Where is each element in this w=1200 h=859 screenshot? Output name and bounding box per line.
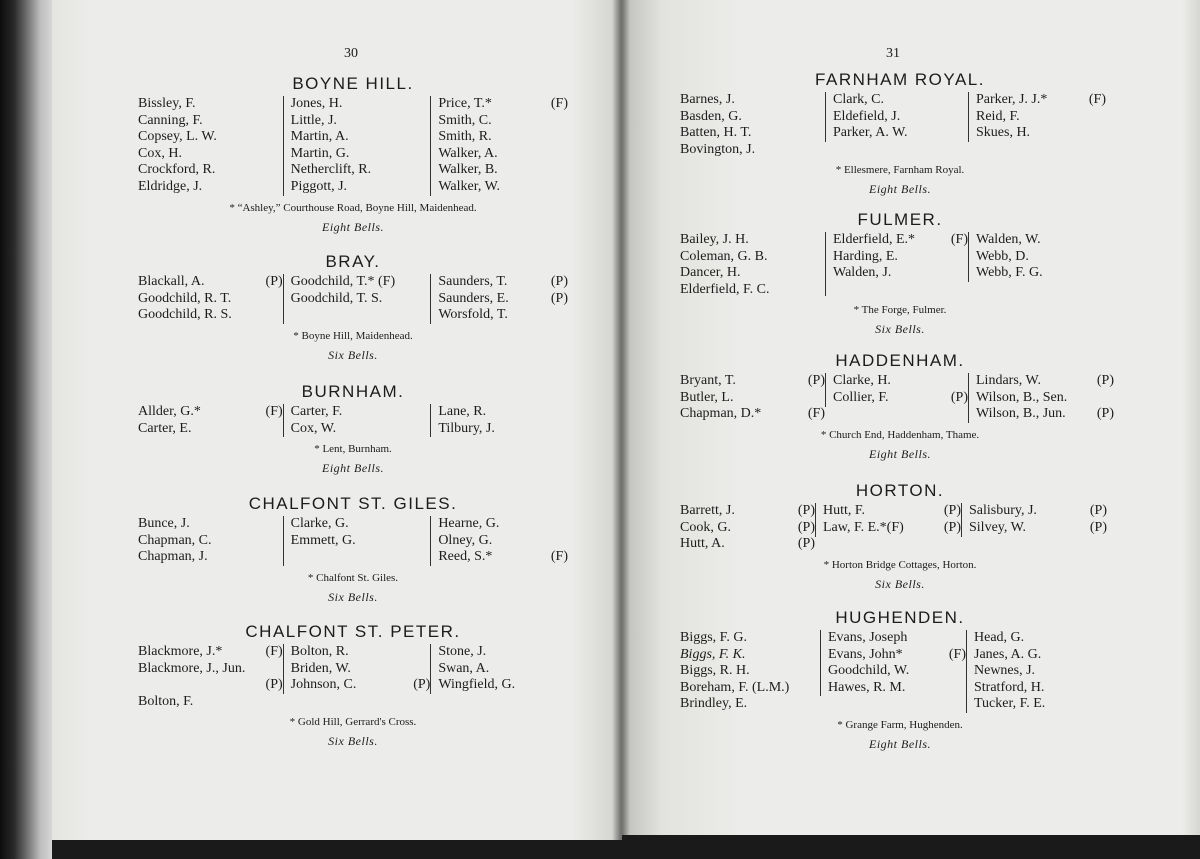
ringer-entry: Saunders, T. (P) bbox=[438, 274, 568, 289]
ringer-column bbox=[138, 96, 283, 196]
page-number: 31 bbox=[886, 46, 900, 61]
ringer-entry: Goodchild, R. T. bbox=[138, 290, 232, 306]
ringer-entry: Biggs, F. K. bbox=[680, 646, 746, 662]
ringer-column bbox=[283, 644, 431, 694]
section-fulmer bbox=[680, 210, 1120, 337]
section-chalfont-st-giles bbox=[138, 494, 568, 605]
ringer-column bbox=[680, 373, 825, 423]
ringer-entry: Stone, J. bbox=[438, 644, 487, 659]
tower-note: * The Forge, Fulmer. bbox=[853, 304, 947, 317]
ringer-entry: Clark, C. bbox=[833, 92, 884, 107]
ringer-entry: (P) bbox=[265, 677, 283, 693]
ringer-entry: Walden, J. bbox=[833, 265, 892, 281]
ringer-entry: Biggs, R. H. bbox=[680, 663, 750, 679]
ringer-entry: Piggott, J. bbox=[290, 178, 348, 194]
ringer-entry: Emmett, G. bbox=[290, 532, 356, 548]
section-farnham-royal bbox=[680, 70, 1120, 197]
ringer-entry: Swan, A. bbox=[438, 660, 490, 676]
ringer-column bbox=[825, 232, 968, 296]
section-burnham bbox=[138, 382, 568, 476]
ringer-entry: Crockford, R. bbox=[138, 162, 216, 178]
ringer-entry: Cox, H. bbox=[138, 145, 182, 161]
ringer-entry: Evans, John* (F) bbox=[828, 646, 966, 662]
tower-note: * Ellesmere, Farnham Royal. bbox=[835, 164, 965, 177]
bells-count: Six Bells. bbox=[875, 322, 925, 337]
ringer-column bbox=[283, 96, 431, 196]
ringer-entry: Cox, W. bbox=[290, 420, 337, 436]
ringer-entry: Head, G. bbox=[974, 630, 1025, 645]
bells-count: Six Bells. bbox=[328, 734, 378, 749]
ringer-column bbox=[138, 644, 283, 710]
section-title: BOYNE HILL. bbox=[292, 74, 414, 93]
ringer-column bbox=[430, 274, 568, 324]
ringer-entry: Bissley, F. bbox=[138, 96, 196, 111]
section-bray bbox=[138, 252, 568, 363]
ringer-entry: Lane, R. bbox=[438, 404, 487, 419]
section-title: CHALFONT ST. PETER. bbox=[245, 622, 461, 641]
ringer-entry: Chapman, C. bbox=[138, 532, 212, 548]
ringer-column bbox=[815, 503, 961, 537]
ringer-entry: Elderfield, E.* (F) bbox=[833, 232, 968, 247]
ringer-entry: Basden, G. bbox=[680, 108, 742, 124]
section-title: CHALFONT ST. GILES. bbox=[248, 494, 458, 513]
ringer-entry: Walker, A. bbox=[438, 145, 498, 161]
page-right bbox=[622, 0, 1200, 835]
ringer-entry: Worsfold, T. bbox=[438, 307, 508, 323]
ringer-entry: Lindars, W. (P) bbox=[976, 373, 1114, 388]
ringer-entry: Reid, F. bbox=[976, 108, 1020, 124]
section-title: HADDENHAM. bbox=[835, 351, 965, 370]
ringer-entry: Coleman, G. B. bbox=[680, 248, 768, 264]
ringer-entry: Hutt, F. (P) bbox=[823, 503, 961, 518]
ringer-entry: Janes, A. G. bbox=[974, 646, 1042, 662]
ringer-entry: Harding, E. bbox=[833, 248, 898, 264]
section-title: HUGHENDEN. bbox=[835, 608, 965, 627]
section-title: HORTON. bbox=[855, 481, 945, 500]
ringer-entry: Stratford, H. bbox=[974, 679, 1045, 695]
tower-note: * Grange Farm, Hughenden. bbox=[837, 718, 963, 731]
section-haddenham bbox=[680, 351, 1120, 462]
ringer-entry: Blackall, A. (P) bbox=[138, 274, 283, 289]
ringer-column bbox=[680, 92, 825, 158]
ringer-entry: Copsey, L. W. bbox=[138, 129, 217, 145]
ringer-column bbox=[680, 503, 815, 553]
ringer-entry: Silvey, W. (P) bbox=[969, 519, 1107, 535]
ringer-column bbox=[825, 373, 968, 407]
ringer-entry: Collier, F. (P) bbox=[833, 389, 968, 405]
ringer-entry: Cook, G. (P) bbox=[680, 519, 815, 535]
ringer-entry: Olney, G. bbox=[438, 532, 493, 548]
ringer-column bbox=[283, 516, 431, 566]
tower-note: * Lent, Burnham. bbox=[314, 443, 392, 456]
ringer-column bbox=[680, 232, 825, 298]
ringer-column bbox=[820, 630, 966, 696]
tower-note: * Church End, Haddenham, Thame. bbox=[820, 428, 980, 441]
ringer-entry: Goodchild, W. bbox=[828, 663, 910, 679]
bells-count: Six Bells. bbox=[328, 589, 378, 604]
section-chalfont-st-peter bbox=[138, 622, 568, 749]
ringer-entry: Clarke, G. bbox=[290, 516, 349, 531]
ringer-entry: Eldefield, J. bbox=[833, 108, 901, 124]
ringer-column bbox=[966, 630, 1104, 713]
ringer-entry: Bolton, R. bbox=[290, 644, 349, 659]
ringer-entry: Parker, J. J.* (F) bbox=[976, 92, 1106, 107]
ringer-entry: Hawes, R. M. bbox=[828, 679, 906, 695]
ringer-entry: Chapman, J. bbox=[138, 549, 208, 565]
ringer-entry: Tucker, F. E. bbox=[974, 696, 1046, 712]
ringer-entry: Little, J. bbox=[290, 112, 337, 128]
tower-note: * “Ashley,” Courthouse Road, Boyne Hill, Maidenhead. bbox=[229, 201, 477, 214]
ringer-entry: Bailey, J. H. bbox=[680, 232, 749, 247]
ringer-entry: Bryant, T. (P) bbox=[680, 373, 825, 388]
section-boyne-hill bbox=[138, 74, 568, 235]
book-gutter bbox=[612, 0, 630, 840]
bells-count: Eight Bells. bbox=[869, 736, 931, 751]
ringer-entry: Wilson, B., Sen. bbox=[976, 389, 1068, 405]
ringer-entry: Goodchild, T.* (F) bbox=[290, 274, 396, 289]
ringer-entry: Salisbury, J. (P) bbox=[969, 503, 1107, 518]
ringer-entry: Blackmore, J., Jun. bbox=[138, 660, 246, 676]
book-edge bbox=[0, 0, 52, 859]
ringer-entry: Briden, W. bbox=[290, 660, 351, 676]
section-hughenden bbox=[680, 608, 1120, 752]
section-title: BURNHAM. bbox=[301, 382, 405, 401]
bells-count: Eight Bells. bbox=[322, 461, 384, 476]
page-number: 30 bbox=[344, 46, 358, 61]
ringer-entry bbox=[291, 549, 431, 566]
ringer-column bbox=[968, 92, 1106, 142]
section-horton bbox=[680, 481, 1120, 592]
ringer-entry: Price, T.* (F) bbox=[438, 96, 568, 111]
ringer-column bbox=[138, 516, 283, 566]
ringer-entry: Bunce, J. bbox=[138, 516, 190, 531]
ringer-entry: Walker, W. bbox=[438, 178, 500, 194]
ringer-entry: Law, F. E.*(F) (P) bbox=[823, 519, 961, 535]
ringer-entry: Hutt, A. (P) bbox=[680, 536, 815, 552]
ringer-entry: Saunders, E. (P) bbox=[438, 290, 568, 306]
bells-count: Eight Bells. bbox=[322, 219, 384, 234]
ringer-entry: Martin, A. bbox=[290, 129, 349, 145]
ringer-column bbox=[138, 404, 283, 437]
ringer-entry: Blackmore, J.* (F) bbox=[138, 644, 283, 659]
ringer-entry: Hearne, G. bbox=[438, 516, 500, 531]
ringer-column bbox=[283, 404, 431, 437]
ringer-column bbox=[430, 96, 568, 196]
ringer-column bbox=[430, 404, 568, 437]
ringer-entry: Elderfield, F. C. bbox=[680, 281, 770, 297]
section-title: FARNHAM ROYAL. bbox=[815, 70, 985, 89]
ringer-entry: Johnson, C. (P) bbox=[290, 677, 431, 693]
ringer-entry: Butler, L. bbox=[680, 389, 734, 405]
ringer-entry: Webb, F. G. bbox=[976, 265, 1043, 281]
ringer-column bbox=[680, 630, 820, 713]
ringer-entry: Eldridge, J. bbox=[138, 178, 203, 194]
ringer-column bbox=[968, 232, 1106, 282]
ringer-column bbox=[138, 274, 283, 324]
bells-count: Six Bells. bbox=[875, 576, 925, 591]
ringer-entry: Martin, G. bbox=[290, 145, 350, 161]
ringer-column bbox=[283, 274, 431, 324]
ringer-entry: Parker, A. W. bbox=[833, 125, 908, 141]
ringer-entry: Wilson, B., Jun. (P) bbox=[976, 406, 1114, 422]
bells-count: Eight Bells. bbox=[869, 446, 931, 461]
section-title: BRAY. bbox=[325, 252, 381, 271]
ringer-entry: Bolton, F. bbox=[138, 693, 194, 709]
ringer-entry: Skues, H. bbox=[976, 125, 1031, 141]
tower-note: * Gold Hill, Gerrard's Cross. bbox=[289, 716, 417, 729]
ringer-column bbox=[968, 373, 1114, 423]
tower-note: * Chalfont St. Giles. bbox=[307, 571, 399, 584]
ringer-entry: Clarke, H. bbox=[833, 373, 891, 388]
ringer-column bbox=[430, 516, 568, 566]
ringer-entry: Webb, D. bbox=[976, 248, 1029, 264]
ringer-entry: Chapman, D.* (F) bbox=[680, 406, 825, 422]
section-title: FULMER. bbox=[857, 210, 943, 229]
ringer-entry: Walker, B. bbox=[438, 162, 498, 178]
ringer-entry: Allder, G.* (F) bbox=[138, 404, 283, 419]
ringer-entry: Carter, F. bbox=[290, 404, 343, 419]
ringer-entry: Barrett, J. (P) bbox=[680, 503, 815, 518]
ringer-entry: Wingfield, G. bbox=[438, 677, 516, 693]
ringer-entry: Walden, W. bbox=[976, 232, 1041, 247]
ringer-column bbox=[961, 503, 1107, 537]
tower-note: * Horton Bridge Cottages, Horton. bbox=[823, 558, 977, 571]
bells-count: Six Bells. bbox=[328, 347, 378, 362]
ringer-entry: Tilbury, J. bbox=[438, 420, 495, 436]
ringer-entry: Netherclift, R. bbox=[290, 162, 372, 178]
ringer-entry: Carter, E. bbox=[138, 420, 192, 436]
page-left bbox=[52, 0, 622, 840]
ringer-entry: Boreham, F. (L.M.) bbox=[680, 679, 790, 695]
ringer-entry bbox=[291, 307, 431, 324]
ringer-entry: Canning, F. bbox=[138, 112, 203, 128]
ringer-entry: Barnes, J. bbox=[680, 92, 735, 107]
ringer-entry: Goodchild, T. S. bbox=[290, 290, 383, 306]
ringer-entry: Newnes, J. bbox=[974, 663, 1036, 679]
ringer-entry: Biggs, F. G. bbox=[680, 630, 747, 645]
ringer-entry: Dancer, H. bbox=[680, 265, 741, 281]
ringer-entry: Goodchild, R. S. bbox=[138, 307, 232, 323]
ringer-entry: Smith, R. bbox=[438, 129, 492, 145]
ringer-entry: Smith, C. bbox=[438, 112, 492, 128]
bells-count: Eight Bells. bbox=[869, 182, 931, 197]
ringer-column bbox=[430, 644, 568, 694]
ringer-entry: Jones, H. bbox=[290, 96, 343, 111]
ringer-entry: Evans, Joseph bbox=[828, 630, 908, 645]
ringer-column bbox=[825, 92, 968, 142]
ringer-entry: Reed, S.* (F) bbox=[438, 549, 568, 565]
ringer-entry: Batten, H. T. bbox=[680, 125, 752, 141]
tower-note: * Boyne Hill, Maidenhead. bbox=[293, 329, 413, 342]
ringer-entry: Brindley, E. bbox=[680, 696, 748, 712]
ringer-entry: Bovington, J. bbox=[680, 141, 756, 157]
